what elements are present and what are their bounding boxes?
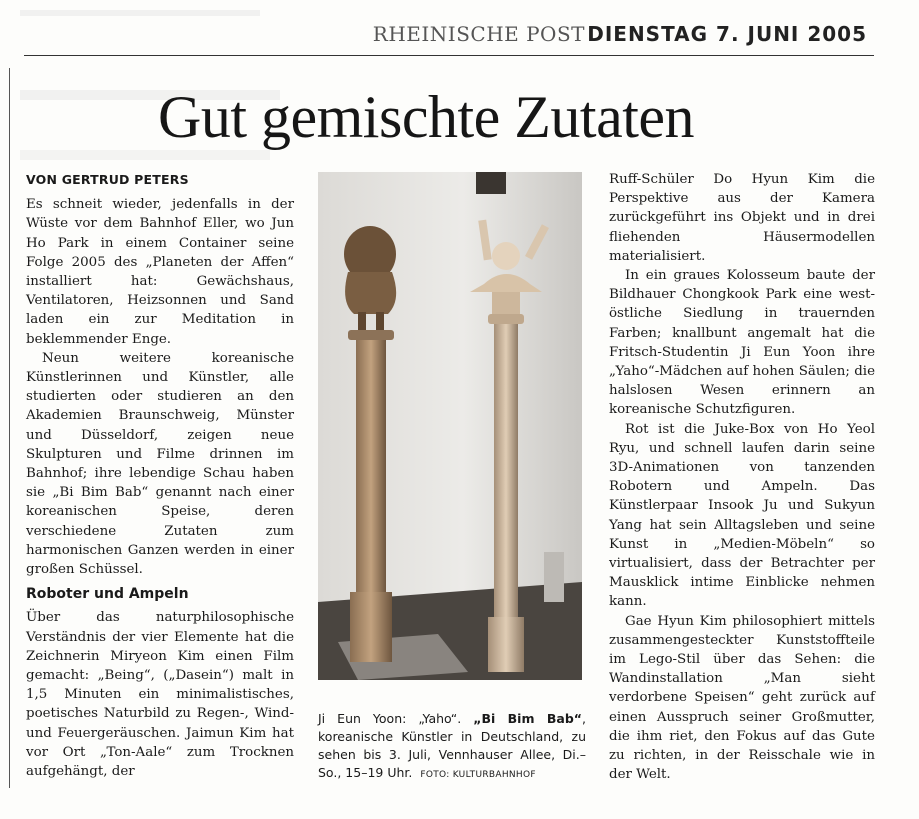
paragraph-6: Rot ist die Juke-Box von Ho Yeol Ryu, und schnell laufen darin seine 3D-Animationen von tanzenden Robotern und Ampeln. Das Künstlerpaar Insook Ju und Sukyun Yang hat sein Alltagsleben und seine Kunst in „Medien-Möbeln“ so virtualisiert, dass der Betrachter per Mausklick intime Einblicke nehmen kann. xyxy=(609,421,875,610)
subheading: Roboter und Ampeln xyxy=(26,586,189,603)
masthead xyxy=(0,20,919,52)
photo-caption xyxy=(318,710,586,784)
paragraph-5: In ein graues Kolosseum baute der Bildhauer Chongkook Park eine west-östliche Siedlung in trauernden Farben; knallbunt angemalt hat die Fritsch-Studentin Ji Eun Yoon ihre „Yaho“-Mädchen auf hohen Säulen; die halslosen Wesen erinnern an koreanische Schutzfiguren. xyxy=(609,268,875,418)
byline: VON GERTRUD PETERS xyxy=(26,172,189,187)
article-column-1 xyxy=(26,170,294,781)
article-column-3 xyxy=(609,170,875,785)
article-headline: Gut gemischte Zutaten xyxy=(158,84,695,150)
masthead-rule xyxy=(24,55,874,56)
caption-text: , koreanische Künstler in Deutschland, zu sehen bis 3. Juli, Vennhauser Allee, Di.–So., 15–19 Uhr. xyxy=(318,711,586,780)
paragraph-3: Über das naturphilosophische Verständnis der vier Elemente hat die Zeichnerin Miryeon Kim einen Film gemacht: „Being“, („Dasein“) malt in 1,5 Minuten ein minimalistisches, poetisches Naturbild zu Regen-, Wind- und Feuergeräuschen. Jaimun Kim hat vor Ort „Ton-Aale“ zum Trocknen aufgehängt, der xyxy=(26,610,294,780)
sculpture-photo xyxy=(318,172,582,680)
caption-lead: Ji Eun Yoon: „Yaho“. xyxy=(318,711,474,726)
paragraph-2: Neun weitere koreanische Künstlerinnen und Künstler, alle studierten oder studieren an den Akademien Braunschweig, Münster und Düsseldorf, zeigen neue Skulpturen und Filme drinnen im Bahnhof; ihre lebendige Schau haben sie „Bi Bim Bab“ genannt nach einer koreanischen Speise, deren verschiedene Zutaten zum harmonischen Ganzen werden in einer großen Schüssel. xyxy=(26,350,294,578)
paragraph-7: Gae Hyun Kim philosophiert mittels zusammengesteckter Kunststoffteile im Lego-Stil über das Sehen: die Wandinstallation „Man sieht verdorbene Speisen“ geht zurück auf einen Ausspruch seiner Großmutter, die ihm riet, den Fokus auf das Gute zu richten, in der Reisschale wie in der Welt. xyxy=(609,613,875,783)
caption-title: „Bi Bim Bab“ xyxy=(473,711,583,726)
photo-credit: FOTO: KULTURBAHNHOF xyxy=(420,770,536,780)
left-column-rule xyxy=(9,68,10,788)
paragraph-1: Es schneit wieder, jedenfalls in der Wüste vor dem Bahnhof Eller, wo Jun Ho Park in einem Container seine Folge 2005 des „Planeten der Affen“ installiert hat: Gewächshaus, Ventilatoren, Heizsonnen und Sand laden ein zur Meditation in beklemmender Enge. xyxy=(26,197,294,347)
paragraph-4: Ruff-Schüler Do Hyun Kim die Perspektive aus der Kamera zurückgeführt ins Objekt und in drei fliehenden Häusermodellen materialisiert. xyxy=(609,172,875,264)
issue-date: DIENSTAG 7. JUNI 2005 xyxy=(587,22,867,46)
newspaper-name: RHEINISCHE POST xyxy=(372,22,585,46)
